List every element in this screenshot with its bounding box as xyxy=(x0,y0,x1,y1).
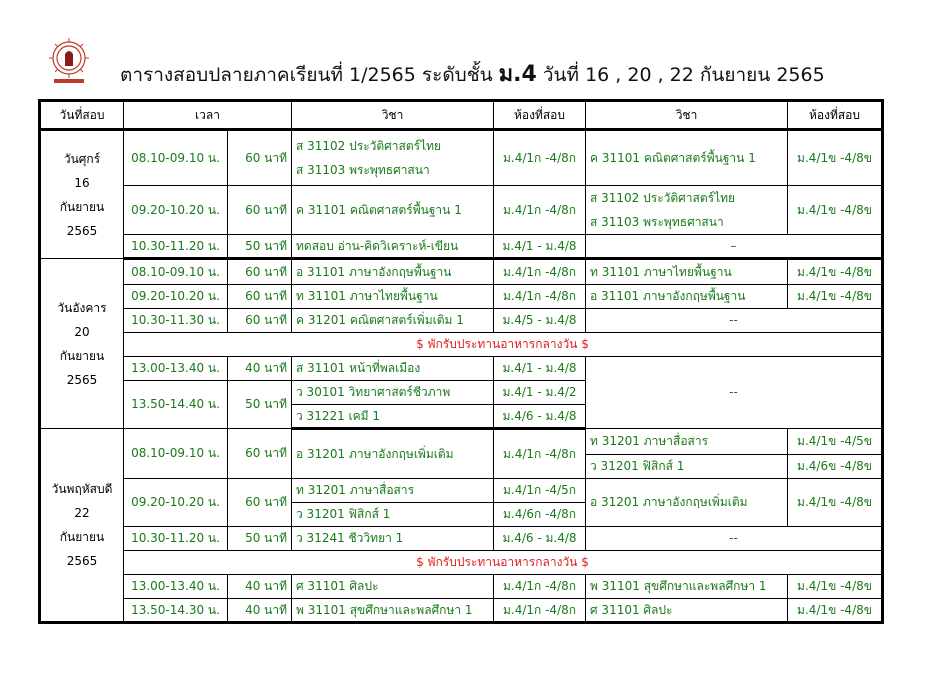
subject-cell: อ 31201 ภาษาอังกฤษเพิ่มเติม xyxy=(292,429,494,479)
table-row xyxy=(40,235,883,259)
subject-cell: ว 31241 ชีววิทยา 1 xyxy=(292,527,494,551)
duration-cell: 60 นาที xyxy=(228,309,292,333)
page-title: ตารางสอบปลายภาคเรียนที่ 1/2565 ระดับชั้น ม.4 วันที่ 16 , 20 , 22 กันยายน 2565 xyxy=(120,62,825,87)
table-row xyxy=(40,309,883,333)
room-cell: ม.4/1ข -4/8ข xyxy=(788,130,883,186)
table-row xyxy=(40,259,883,285)
duration-cell: 40 นาที xyxy=(228,575,292,599)
subject-cell: ส 31102 ประวัติศาสตร์ไทย ส 31103 พระพุทธศาสนา xyxy=(586,186,788,235)
room-cell: ม.4/6 - ม.4/8 xyxy=(494,527,586,551)
subject-cell: ศ 31101 ศิลปะ xyxy=(292,575,494,599)
header-time: เวลา xyxy=(124,101,292,130)
lunch-break-label: $ พักรับประทานอาหารกลางวัน $ xyxy=(124,333,883,357)
subject-cell: ค 31101 คณิตศาสตร์พื้นฐาน 1 xyxy=(292,186,494,235)
subject-cell: อ 31201 ภาษาอังกฤษเพิ่มเติม xyxy=(586,479,788,527)
school-logo-icon xyxy=(44,36,94,86)
duration-cell: 60 นาที xyxy=(228,186,292,235)
lunch-row xyxy=(40,551,883,575)
room-cell: ม.4/1ข -4/8ข xyxy=(788,599,883,623)
subject-cell: ค 31201 คณิตศาสตร์เพิ่มเติม 1 xyxy=(292,309,494,333)
room-cell: ม.4/1 - ม.4/8 xyxy=(494,357,586,381)
header-subject-2: วิชา xyxy=(586,101,788,130)
table-row xyxy=(40,130,883,186)
time-cell: 10.30-11.30 น. xyxy=(124,309,228,333)
lunch-row xyxy=(40,333,883,357)
table-row xyxy=(40,575,883,599)
subject-cell: อ 31101 ภาษาอังกฤษพื้นฐาน xyxy=(292,259,494,285)
subject-cell: ว 31221 เคมี 1 xyxy=(292,405,494,429)
room-cell: ม.4/1 - ม.4/2 xyxy=(494,381,586,405)
table-row xyxy=(40,186,883,235)
room-cell: ม.4/1ข -4/8ข xyxy=(788,259,883,285)
time-cell: 08.10-09.10 น. xyxy=(124,429,228,479)
subject-cell: พ 31101 สุขศึกษาและพลศึกษา 1 xyxy=(586,575,788,599)
time-cell: 09.20-10.20 น. xyxy=(124,479,228,527)
duration-cell: 50 นาที xyxy=(228,381,292,429)
room-cell: ม.4/1ก -4/8ก xyxy=(494,285,586,309)
day-cell-thursday: วันพฤหัสบดี 22 กันยายน 2565 xyxy=(40,429,124,623)
time-cell: 10.30-11.20 น. xyxy=(124,527,228,551)
table-row xyxy=(40,429,883,455)
room-cell: ม.4/1ก -4/8ก xyxy=(494,259,586,285)
time-cell: 13.00-13.40 น. xyxy=(124,357,228,381)
room-cell: ม.4/1 - ม.4/8 xyxy=(494,235,586,259)
subject-cell: ว 31201 ฟิสิกส์ 1 xyxy=(292,503,494,527)
subject-cell: ท 31201 ภาษาสื่อสาร xyxy=(292,479,494,503)
time-cell: 09.20-10.20 น. xyxy=(124,285,228,309)
subject-cell: ค 31101 คณิตศาสตร์พื้นฐาน 1 xyxy=(586,130,788,186)
header-room-1: ห้องที่สอบ xyxy=(494,101,586,130)
table-row xyxy=(40,357,883,381)
time-cell: 09.20-10.20 น. xyxy=(124,186,228,235)
table-header-row xyxy=(40,101,883,130)
time-cell: 13.50-14.40 น. xyxy=(124,381,228,429)
room-cell: ม.4/1ข -4/8ข xyxy=(788,285,883,309)
subject-cell: ท 31201 ภาษาสื่อสาร xyxy=(586,429,788,455)
header-subject-1: วิชา xyxy=(292,101,494,130)
duration-cell: 60 นาที xyxy=(228,259,292,285)
subject-cell: ท 31101 ภาษาไทยพื้นฐาน xyxy=(586,259,788,285)
subject-cell-empty: -- xyxy=(586,309,883,333)
subject-cell-empty: -- xyxy=(586,357,883,429)
time-cell: 10.30-11.20 น. xyxy=(124,235,228,259)
duration-cell: 40 นาที xyxy=(228,357,292,381)
room-cell: ม.4/1ก -4/8ก xyxy=(494,599,586,623)
room-cell: ม.4/6ก -4/8ก xyxy=(494,503,586,527)
subject-cell-empty: – xyxy=(586,235,883,259)
room-cell: ม.4/1ก -4/8ก xyxy=(494,130,586,186)
subject-cell: ว 30101 วิทยาศาสตร์ชีวภาพ xyxy=(292,381,494,405)
day-cell-tuesday: วันอังคาร 20 กันยายน 2565 xyxy=(40,259,124,429)
room-cell: ม.4/1ข -4/8ข xyxy=(788,575,883,599)
header-day: วันที่สอบ xyxy=(40,101,124,130)
room-cell: ม.4/6ข -4/8ข xyxy=(788,455,883,479)
table-row xyxy=(40,527,883,551)
table-row xyxy=(40,599,883,623)
subject-cell: อ 31101 ภาษาอังกฤษพื้นฐาน xyxy=(586,285,788,309)
room-cell: ม.4/5 - ม.4/8 xyxy=(494,309,586,333)
time-cell: 13.00-13.40 น. xyxy=(124,575,228,599)
duration-cell: 60 นาที xyxy=(228,285,292,309)
room-cell: ม.4/1ข -4/8ข xyxy=(788,479,883,527)
subject-cell: ทดสอบ อ่าน-คิดวิเคราะห์-เขียน xyxy=(292,235,494,259)
subject-cell: ส 31101 หน้าที่พลเมือง xyxy=(292,357,494,381)
subject-cell: ท 31101 ภาษาไทยพื้นฐาน xyxy=(292,285,494,309)
subject-cell: ศ 31101 ศิลปะ xyxy=(586,599,788,623)
room-cell: ม.4/1ก -4/8ก xyxy=(494,575,586,599)
duration-cell: 40 นาที xyxy=(228,599,292,623)
room-cell: ม.4/1ก -4/8ก xyxy=(494,186,586,235)
subject-cell: พ 31101 สุขศึกษาและพลศึกษา 1 xyxy=(292,599,494,623)
header-room-2: ห้องที่สอบ xyxy=(788,101,883,130)
exam-schedule-table xyxy=(38,99,884,624)
table-row xyxy=(40,479,883,503)
subject-cell: ส 31102 ประวัติศาสตร์ไทย ส 31103 พระพุทธศาสนา xyxy=(292,130,494,186)
table-row xyxy=(40,285,883,309)
subject-cell-empty: -- xyxy=(586,527,883,551)
room-cell: ม.4/1ก -4/8ก xyxy=(494,429,586,479)
subject-cell: ว 31201 ฟิสิกส์ 1 xyxy=(586,455,788,479)
room-cell: ม.4/6 - ม.4/8 xyxy=(494,405,586,429)
duration-cell: 60 นาที xyxy=(228,130,292,186)
lunch-break-label: $ พักรับประทานอาหารกลางวัน $ xyxy=(124,551,883,575)
duration-cell: 50 นาที xyxy=(228,235,292,259)
time-cell: 08.10-09.10 น. xyxy=(124,130,228,186)
duration-cell: 50 นาที xyxy=(228,527,292,551)
room-cell: ม.4/1ข -4/5ข xyxy=(788,429,883,455)
room-cell: ม.4/1ข -4/8ข xyxy=(788,186,883,235)
time-cell: 08.10-09.10 น. xyxy=(124,259,228,285)
time-cell: 13.50-14.30 น. xyxy=(124,599,228,623)
room-cell: ม.4/1ก -4/5ก xyxy=(494,479,586,503)
duration-cell: 60 นาที xyxy=(228,479,292,527)
duration-cell: 60 นาที xyxy=(228,429,292,479)
day-cell-friday: วันศุกร์ 16 กันยายน 2565 xyxy=(40,130,124,259)
